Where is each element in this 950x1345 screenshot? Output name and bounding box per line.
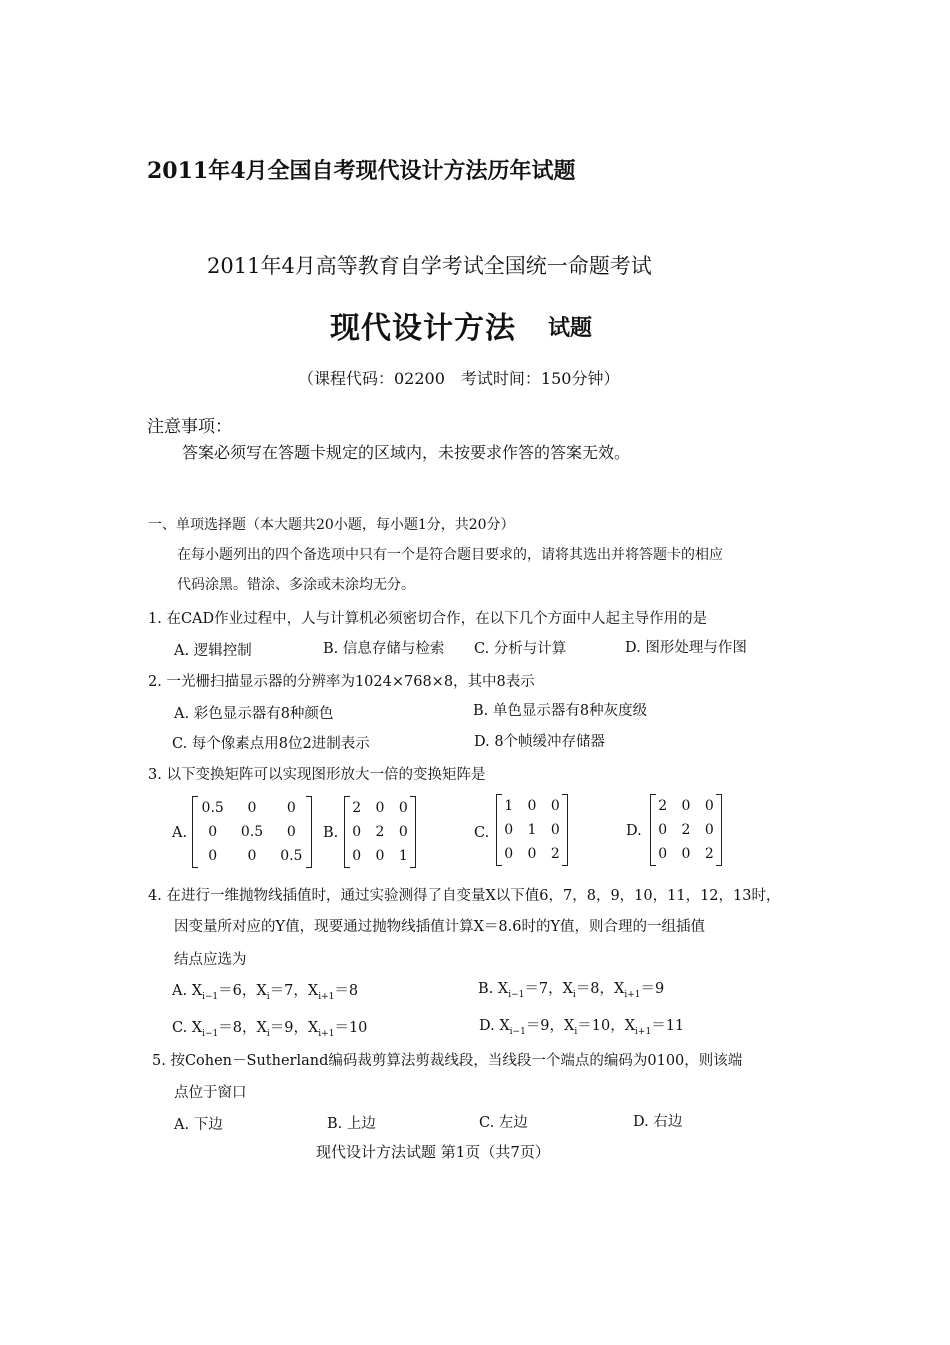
question-4-option-c xyxy=(172,1016,367,1039)
course-info: （课程代码：02200 考试时间：150分钟） xyxy=(298,369,620,388)
option-text: ＝7，X xyxy=(524,981,573,997)
question-5-stem: 5. 按Cohen－Sutherland编码裁剪算法剪裁线段，当线段一个端点的编码为0100，则该端 xyxy=(152,1053,743,1069)
matrix-cell: 0 xyxy=(704,822,714,838)
matrix-cell: 2 xyxy=(375,824,385,840)
subject-title: 现代设计方法 xyxy=(330,311,516,346)
matrix-cell: 0 xyxy=(527,846,537,862)
question-5-option-c: C. 左边 xyxy=(479,1115,528,1131)
question-3-label-a: A. xyxy=(172,825,188,841)
option-text: ＝8，X xyxy=(575,981,625,997)
option-text: ＝9，X xyxy=(269,1020,319,1036)
option-text: ＝11 xyxy=(651,1018,685,1034)
subscript: i xyxy=(266,991,270,1002)
question-2-stem: 2. 一光栅扫描显示器的分辨率为1024×768×8，其中8表示 xyxy=(148,674,535,690)
matrix-cell: 0 xyxy=(658,846,668,862)
matrix-cell: 0 xyxy=(681,846,691,862)
matrix-cell: 0 xyxy=(375,800,385,816)
option-text: ＝9 xyxy=(640,981,665,997)
notice-title: 注意事项： xyxy=(147,417,232,437)
matrix-cell: 0 xyxy=(398,800,408,816)
matrix-cell: 0 xyxy=(352,824,362,840)
page-footer: 现代设计方法试题 第1页（共7页） xyxy=(316,1143,550,1161)
option-text: ＝10 xyxy=(334,1020,368,1036)
matrix-cell: 0 xyxy=(286,800,296,816)
question-1-option-c: C. 分析与计算 xyxy=(474,641,567,657)
matrix-cell: 0 xyxy=(286,824,296,840)
question-5-stem-cont: 点位于窗口 xyxy=(174,1085,247,1101)
subscript: i−1 xyxy=(509,1026,526,1037)
subscript: i−1 xyxy=(202,991,219,1002)
matrix-cell: 1 xyxy=(527,822,537,838)
option-text: A. X xyxy=(172,983,203,999)
matrix-cell: 1 xyxy=(504,798,514,814)
subscript: i−1 xyxy=(202,1028,219,1039)
question-3-matrix-b xyxy=(344,796,416,868)
matrix-cell: 0 xyxy=(704,798,714,814)
question-3-matrix-c xyxy=(496,794,568,866)
question-3-matrix-a xyxy=(192,796,312,868)
matrix-cell: 0 xyxy=(375,848,385,864)
subscript: i+1 xyxy=(318,1028,335,1039)
section-title: 一、单项选择题（本大题共20小题，每小题1分，共20分） xyxy=(148,517,515,533)
matrix-cell: 0 xyxy=(352,848,362,864)
question-1-option-b: B. 信息存储与检索 xyxy=(323,641,445,657)
question-3-matrix-d xyxy=(650,794,722,866)
matrix-cell: 2 xyxy=(352,800,362,816)
option-text: B. X xyxy=(478,981,509,997)
matrix-cell: 0 xyxy=(504,846,514,862)
section-instructions-cont: 代码涂黑。错涂、多涂或未涂均无分。 xyxy=(177,577,415,593)
exam-header: 2011年4月高等教育自学考试全国统一命题考试 xyxy=(207,254,652,278)
question-5-option-d: D. 右边 xyxy=(633,1114,683,1130)
notice-text: 答案必须写在答题卡规定的区域内，未按要求作答的答案无效。 xyxy=(182,443,631,462)
option-text: C. X xyxy=(172,1020,203,1036)
matrix-cell: 0.5 xyxy=(280,848,303,864)
question-5-option-a: A. 下边 xyxy=(174,1117,223,1133)
matrix-cell: 0 xyxy=(527,798,537,814)
subscript: i xyxy=(574,1026,578,1037)
subscript: i+1 xyxy=(635,1026,652,1037)
matrix-cell: 0 xyxy=(681,798,691,814)
question-3-label-b: B. xyxy=(323,825,339,841)
matrix-cell: 0 xyxy=(247,848,257,864)
matrix-cell: 2 xyxy=(550,846,560,862)
question-2-option-d: D. 8个帧缓冲存储器 xyxy=(474,734,606,750)
question-3-stem: 3. 以下变换矩阵可以实现图形放大一倍的变换矩阵是 xyxy=(148,767,486,783)
question-4-stem-end: 结点应选为 xyxy=(174,952,247,968)
matrix-cell: 0 xyxy=(208,824,218,840)
matrix-cell: 1 xyxy=(398,848,408,864)
question-2-option-b: B. 单色显示器有8种灰度级 xyxy=(473,703,648,719)
option-text: ＝9，X xyxy=(525,1018,575,1034)
matrix-cell: 2 xyxy=(681,822,691,838)
question-5-option-b: B. 上边 xyxy=(327,1116,376,1132)
question-4-option-a xyxy=(172,979,358,1002)
question-2-option-c: C. 每个像素点用8位2进制表示 xyxy=(172,736,370,752)
matrix-cell: 0 xyxy=(550,822,560,838)
question-3-label-c: C. xyxy=(474,825,490,841)
subscript: i+1 xyxy=(624,989,641,1000)
matrix-cell: 0.5 xyxy=(240,824,264,840)
question-2-option-a: A. 彩色显示器有8种颜色 xyxy=(174,706,334,722)
option-text: ＝6，X xyxy=(218,983,267,999)
subscript: i+1 xyxy=(318,991,335,1002)
option-text: D. X xyxy=(479,1018,510,1034)
matrix-cell: 0 xyxy=(550,798,560,814)
question-4-stem-cont: 因变量所对应的Y值，现要通过抛物线插值计算X＝8.6时的Y值，则合理的一组插值 xyxy=(174,919,706,935)
question-1-option-d: D. 图形处理与作图 xyxy=(625,640,747,656)
section-instructions: 在每小题列出的四个备选项中只有一个是符合题目要求的，请将其选出并将答题卡的相应 xyxy=(177,547,723,563)
option-text: ＝7，X xyxy=(269,983,319,999)
matrix-cell: 0 xyxy=(208,848,218,864)
option-text: ＝10，X xyxy=(577,1018,636,1034)
matrix-cell: 2 xyxy=(658,798,668,814)
question-1-stem: 1. 在CAD作业过程中，人与计算机必须密切合作，在以下几个方面中人起主导作用的是 xyxy=(148,611,708,627)
matrix-cell: 0 xyxy=(398,824,408,840)
subscript: i−1 xyxy=(508,989,525,1000)
matrix-cell: 2 xyxy=(704,846,714,862)
question-4-stem: 4. 在进行一维抛物线插值时，通过实验测得了自变量X以下值6，7，8，9，10，11，12，13时， xyxy=(148,888,781,904)
question-4-option-b xyxy=(478,977,664,1000)
option-text: ＝8 xyxy=(334,983,359,999)
matrix-cell: 0 xyxy=(247,800,257,816)
question-4-option-d xyxy=(479,1014,684,1037)
subject-suffix: 试题 xyxy=(548,315,593,341)
subscript: i xyxy=(572,989,576,1000)
subscript: i xyxy=(266,1028,270,1039)
matrix-cell: 0 xyxy=(658,822,668,838)
document-title: 2011年4月全国自考现代设计方法历年试题 xyxy=(147,158,576,184)
question-3-label-d: D. xyxy=(626,823,642,839)
matrix-cell: 0 xyxy=(504,822,514,838)
option-text: ＝8，X xyxy=(218,1020,267,1036)
matrix-cell: 0.5 xyxy=(201,800,224,816)
question-1-option-a: A. 逻辑控制 xyxy=(174,643,252,659)
